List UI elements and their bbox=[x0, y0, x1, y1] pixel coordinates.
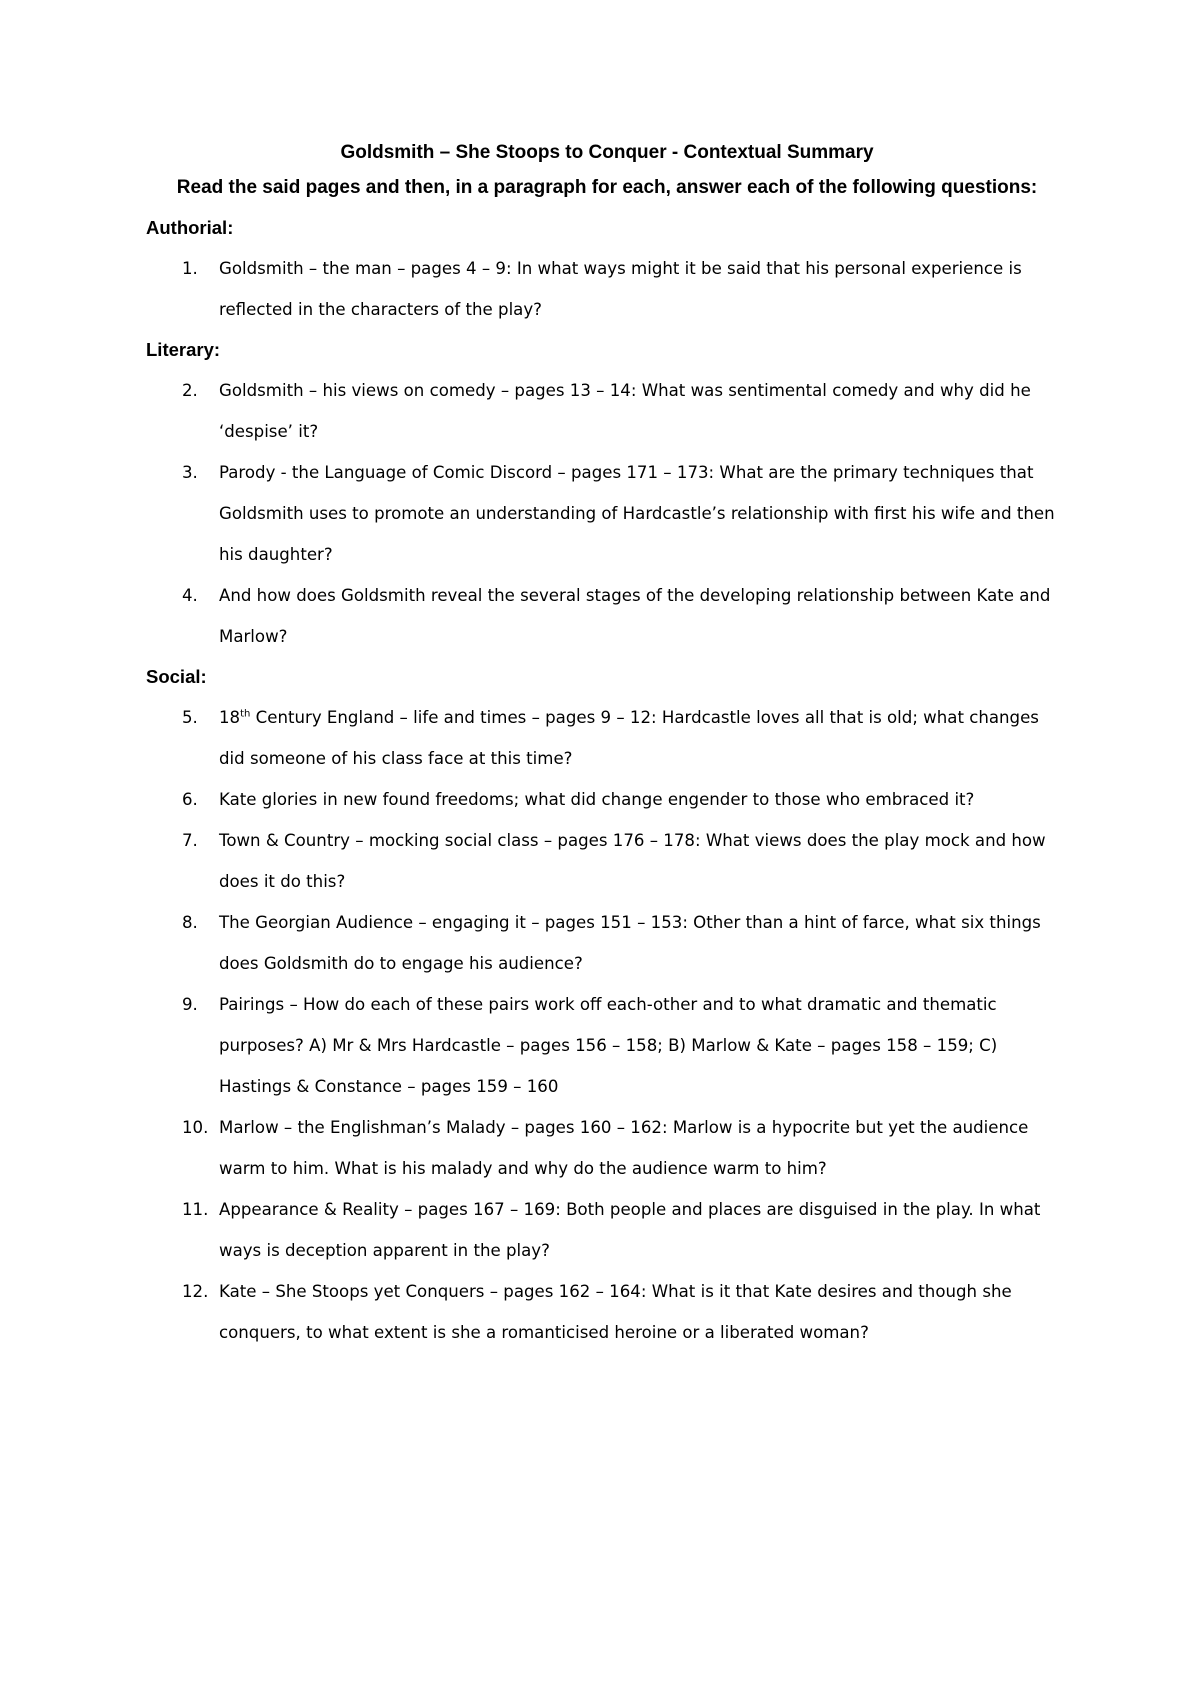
question-number: 1. bbox=[182, 259, 198, 278]
question-number: 11. bbox=[182, 1200, 209, 1219]
question-text: Goldsmith – the man – pages 4 – 9: In what ways might it be said that his personal experience is reflected in the characters of the play? bbox=[219, 259, 1022, 319]
question-text: Kate – She Stoops yet Conquers – pages 162 – 164: What is it that Kate desires and though she conquers, to what extent is she a romanticised heroine or a liberated woman? bbox=[219, 1282, 1012, 1342]
question-item-12 bbox=[146, 1271, 1068, 1353]
question-item-5 bbox=[146, 697, 1068, 779]
question-number: 5. bbox=[182, 708, 198, 727]
question-item-8 bbox=[146, 902, 1068, 984]
section-heading-literary: Literary: bbox=[146, 339, 221, 360]
document-page bbox=[146, 138, 1068, 1353]
question-item-9 bbox=[146, 984, 1068, 1107]
question-text: Parody - the Language of Comic Discord – pages 171 – 173: What are the primary techniques that Goldsmith uses to promote an understanding of Hardcastle’s relationship with first his wife and then his daughter? bbox=[219, 463, 1055, 564]
question-item-10 bbox=[146, 1107, 1068, 1189]
question-number: 10. bbox=[182, 1118, 209, 1137]
question-item-1 bbox=[146, 248, 1068, 330]
question-text: Kate glories in new found freedoms; what did change engender to those who embraced it? bbox=[219, 790, 975, 809]
question-number: 4. bbox=[182, 586, 198, 605]
question-number: 9. bbox=[182, 995, 198, 1014]
question-item-4 bbox=[146, 575, 1068, 657]
question-text: And how does Goldsmith reveal the several stages of the developing relationship between Kate and Marlow? bbox=[219, 586, 1051, 646]
question-list-social bbox=[146, 697, 1068, 1353]
question-text: Appearance & Reality – pages 167 – 169: Both people and places are disguised in the play. In what ways is deception apparent in the play? bbox=[219, 1200, 1041, 1260]
question-text: Marlow – the Englishman’s Malady – pages 160 – 162: Marlow is a hypocrite but yet the audience warm to him. What is his malady and why do the audience warm to him? bbox=[219, 1118, 1029, 1178]
question-item-3 bbox=[146, 452, 1068, 575]
question-text: Goldsmith – his views on comedy – pages 13 – 14: What was sentimental comedy and why did he ‘despise’ it? bbox=[219, 381, 1031, 441]
section-heading-authorial: Authorial: bbox=[146, 217, 234, 238]
question-text: Town & Country – mocking social class – pages 176 – 178: What views does the play mock and how does it do this? bbox=[219, 831, 1046, 891]
question-item-2 bbox=[146, 370, 1068, 452]
question-item-6 bbox=[146, 779, 1068, 820]
question-list-authorial bbox=[146, 248, 1068, 330]
document-subtitle: Read the said pages and then, in a paragraph for each, answer each of the following questions: bbox=[176, 177, 1038, 198]
question-text: The Georgian Audience – engaging it – pages 151 – 153: Other than a hint of farce, what six things does Goldsmith do to engage his audience? bbox=[219, 913, 1041, 973]
question-item-7 bbox=[146, 820, 1068, 902]
question-number: 8. bbox=[182, 913, 198, 932]
question-text-prefix: 18 bbox=[219, 708, 241, 727]
ordinal-suffix: th bbox=[240, 708, 251, 720]
question-text: Pairings – How do each of these pairs work off each-other and to what dramatic and thematic purposes? A) Mr & Mrs Hardcastle – pages 156 – 158; B) Marlow & Kate – pages 158 – 159; C) Hastings & Constance – pages 159 – 160 bbox=[219, 995, 998, 1096]
question-number: 2. bbox=[182, 381, 198, 400]
section-heading-social: Social: bbox=[146, 666, 207, 687]
question-text: Century England – life and times – pages 9 – 12: Hardcastle loves all that is old; what changes did someone of his class face at this time? bbox=[219, 708, 1039, 768]
question-number: 12. bbox=[182, 1282, 209, 1301]
question-number: 6. bbox=[182, 790, 198, 809]
question-item-11 bbox=[146, 1189, 1068, 1271]
question-number: 7. bbox=[182, 831, 198, 850]
document-title: Goldsmith – She Stoops to Conquer - Contextual Summary bbox=[340, 142, 874, 163]
question-list-literary bbox=[146, 370, 1068, 657]
question-number: 3. bbox=[182, 463, 198, 482]
